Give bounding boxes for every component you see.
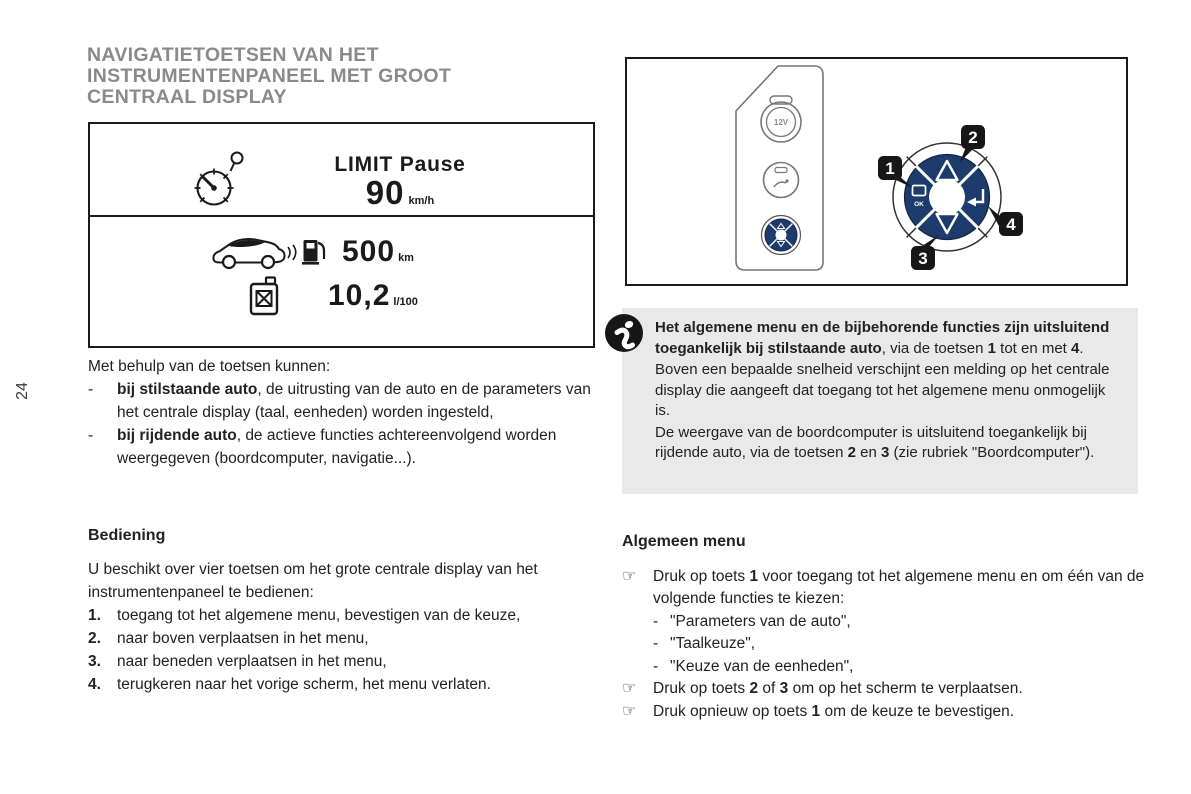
navigation-figure-drawing [627,59,1126,284]
menu-option: - "Parameters van de auto", [653,612,851,630]
consumption-readout [248,275,418,317]
list-item: 4. terugkeren naar het vorige scherm, het menu verlaten. [88,676,491,693]
consumption-unit: l/100 [393,296,418,308]
page-title [87,45,451,108]
svg-text:3: 3 [918,249,928,268]
hand-pointer-icon: ☞ [622,702,637,720]
instruction-step: ☞ Druk op toets 1 voor toegang tot het algemene menu en om één van de volgende functies te kiezen: [622,566,1170,611]
info-paragraph: Boven een bepaalde snelheid verschijnt een melding op het centrale display die aangeeft dat toegang tot het algemene menu onmogelijk is. [655,361,1110,419]
list-item: - bij stilstaande auto, de uitrusting van de auto en de parameters van het centrale display (taal, eenheden) worden ingesteld, [88,381,591,421]
page-title-line-1: NAVIGATIETOETSEN VAN HET [87,44,379,66]
speed-limit-readout [275,153,525,212]
callout-4 [988,206,1023,236]
list-item: 2. naar boven verplaatsen in het menu, [88,630,369,647]
svg-text:4: 4 [1006,215,1016,234]
svg-text:2: 2 [968,128,978,147]
navigation-buttons-figure [625,57,1128,286]
info-paragraph: Het algemene menu en de bijbehorende functies zijn uitsluitend toegankelijk bij stilstaande auto, via de toetsen 1 tot en met 4. [655,319,1110,357]
svg-text:OK: OK [914,201,924,208]
range-unit: km [398,251,414,264]
range-readout [210,233,414,270]
info-paragraph: De weergave van de boordcomputer is uitsluitend toegankelijk bij rijdende auto, via de toetsen 2 en 3 (zie rubriek "Boordcomputer"). [655,423,1095,461]
info-note-text [622,308,1138,464]
intro-lead: Met behulp van de toetsen kunnen: [88,358,331,375]
instruction-step: ☞ Druk opnieuw op toets 1 om de keuze te bevestigen. [622,701,1170,724]
display-trip-section [90,217,593,346]
menu-option: - "Taalkeuze", [653,635,756,652]
socket-voltage-label: 12V [773,118,789,127]
instruction-step: ☞ Druk op toets 2 of 3 om op het scherm te verplaatsen. [622,678,1170,701]
callout-2 [960,125,985,162]
info-note-box [622,308,1138,494]
speed-limit-unit: km/h [408,195,435,207]
central-display-figure [88,122,595,348]
range-value: 500 [342,234,396,268]
fuel-pump-icon [302,237,326,266]
page-title-line-3: CENTRAAL DISPLAY [87,86,287,108]
display-speed-limiter-section [90,124,593,217]
limit-status-text: LIMIT Pause [334,153,466,176]
list-item: - bij rijdende auto, de actieve functies achtereenvolgend worden weergegeven (boordcomputer, navigatie...). [88,427,557,467]
page-title-line-2: INSTRUMENTENPANEEL MET GROOT [87,65,452,87]
svg-text:1: 1 [885,159,895,178]
bediening-section [88,524,604,696]
hand-pointer-icon: ☞ [622,567,637,585]
page-number: 24 [14,382,31,400]
navigation-pad [893,143,1001,251]
bediening-heading: Bediening [88,527,166,544]
algemeen-menu-heading: Algemeen menu [622,533,746,550]
intro-paragraph [88,355,604,470]
speed-limiter-icon [190,147,250,209]
list-item: 3. naar beneden verplaatsen in het menu, [88,653,387,670]
mini-navigation-pad [762,216,801,255]
menu-option: - "Keuze van de eenheden", [653,657,854,675]
algemeen-menu-section [622,531,1170,723]
list-item: 1. toegang tot het algemene menu, bevestigen van de keuze, [88,607,521,624]
bediening-lead: U beschikt over vier toetsen om het grote centrale display van het instrumentenpaneel te bedienen: [88,561,538,601]
consumption-value: 10,2 [328,279,391,312]
fuel-can-icon [248,275,280,317]
speed-limit-value: 90 [365,174,405,211]
info-icon [605,314,643,352]
hand-pointer-icon: ☞ [622,680,637,697]
car-side-icon [210,233,298,270]
pad-center [929,179,965,215]
